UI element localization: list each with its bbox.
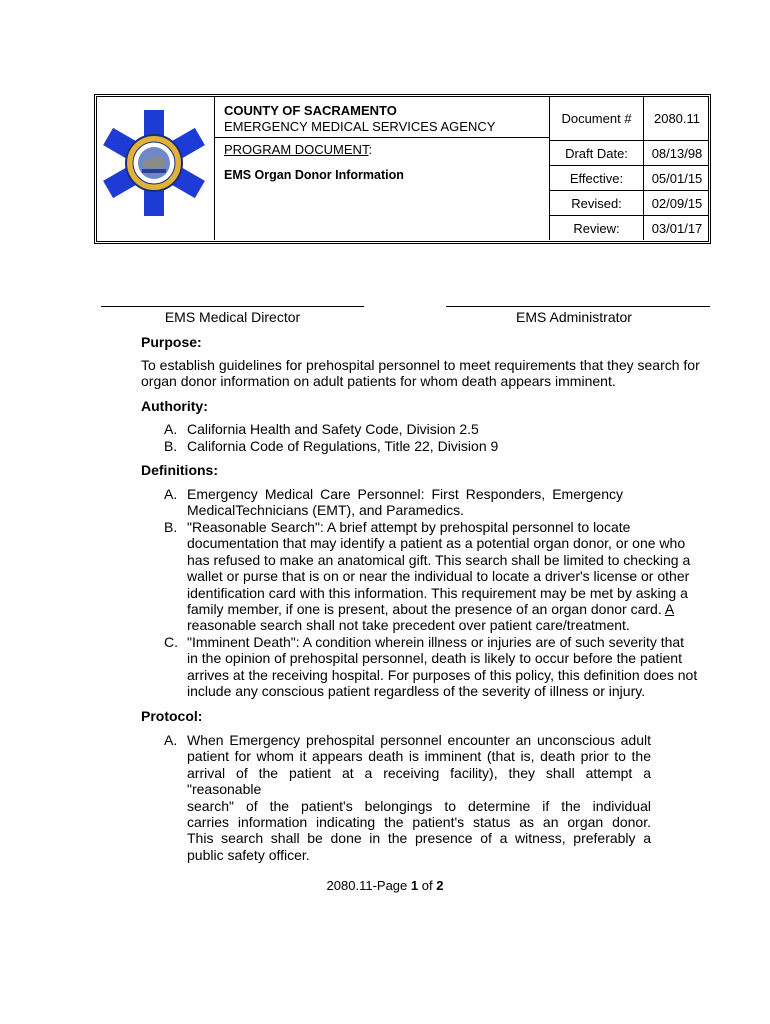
footer-page-number: 1: [410, 878, 419, 893]
doc-type: PROGRAM DOCUMENT: [224, 142, 369, 157]
definition-c: [187, 634, 707, 700]
text-line: To establish guidelines for prehospital personnel to meet requirements that they search for: [141, 357, 700, 373]
county-name: COUNTY OF SACRAMENTO: [224, 103, 397, 118]
logo-cell: [96, 96, 215, 240]
program-document-label: [224, 142, 372, 158]
text-line: in the opinion of prehospital personnel, death is likely to occur before the patient: [187, 650, 682, 667]
table-label: Review:: [573, 220, 620, 236]
text-line: This search shall be done in the presence of a witness, preferably a: [187, 830, 651, 847]
doc-type-colon: :: [368, 142, 373, 157]
text-line: MedicalTechnicians (EMT), and Paramedics.: [187, 502, 464, 519]
text-line: documentation that may identify a patient as a potential organ donor, or one who: [187, 535, 686, 552]
table-value: 03/01/17: [643, 216, 710, 240]
header-center-cell: [215, 96, 550, 240]
text-line: search" of the patient's belongings to determine if the individual: [187, 797, 651, 814]
signature-medical-director: EMS Medical Director: [164, 309, 301, 325]
purpose-text: [141, 357, 711, 390]
list-letter: B.: [164, 519, 178, 535]
table-label: Revised:: [571, 195, 622, 211]
text-line: carries information indicating the patient's status as an organ donor.: [187, 814, 651, 831]
page-footer: [0, 878, 770, 893]
signature-administrator: EMS Administrator: [516, 309, 632, 325]
list-letter: A.: [164, 421, 178, 437]
text-line: include any conscious patient regardless of the severity of illness or injury.: [187, 683, 646, 700]
text-line: has refused to make an anatomical gift. This search shall be limited to checking a: [187, 551, 691, 568]
text-line: public safety officer.: [187, 846, 310, 863]
text-line: "Imminent Death": A condition wherein illness or injuries are of such severity that: [187, 634, 685, 650]
list-letter: A.: [164, 732, 178, 748]
text-line: "Reasonable Search": A brief attempt by prehospital personnel to locate: [187, 519, 631, 535]
agency-name: EMERGENCY MEDICAL SERVICES AGENCY: [224, 119, 496, 134]
table-label: Draft Date:: [565, 145, 628, 161]
footer-prefix: 2080.11-Page: [326, 878, 411, 893]
authority-item: California Health and Safety Code, Division 2.5: [187, 421, 479, 437]
protocol-a: [187, 732, 651, 863]
document-info-table: [549, 96, 709, 240]
text-fragment: family member, if one is present, about the presence of an organ donor card.: [187, 601, 662, 618]
text-line: wallet or purse that is on or near the individual to locate a driver's license or other: [187, 568, 690, 585]
text-line: identification card with this information. This requirement may be met by asking a: [187, 584, 688, 601]
table-label: Effective:: [569, 170, 624, 186]
table-label: Document #: [561, 110, 632, 126]
table-value: 05/01/15: [643, 166, 710, 190]
table-row: [549, 96, 709, 140]
text-line: patient for whom it appears death is imminent (that is, death prior to the: [187, 748, 651, 765]
signature-line-left: [101, 306, 364, 307]
table-row: [549, 215, 709, 240]
table-row: [549, 165, 709, 190]
ems-star-of-life-logo: [96, 96, 214, 240]
authority-heading: Authority:: [141, 398, 208, 414]
document-title: EMS Organ Donor Information: [224, 168, 404, 182]
table-value: 02/09/15: [643, 191, 710, 215]
text-line: [187, 601, 702, 617]
table-row: [549, 190, 709, 215]
text-line: arrival of the patient at a receiving facility), they shall attempt a "reasonable: [187, 764, 651, 798]
text-line: organ donor information on adult patients for whom death appears imminent.: [141, 373, 616, 390]
table-value: 2080.11: [643, 96, 710, 140]
list-letter: A.: [164, 486, 178, 502]
list-letter: B.: [164, 438, 178, 454]
protocol-heading: Protocol:: [141, 708, 203, 724]
definitions-heading: Definitions:: [141, 462, 218, 478]
text-line: reasonable search shall not take precedent over patient care/treatment.: [187, 617, 630, 634]
table-row: [549, 140, 709, 165]
header-divider: [215, 137, 550, 138]
table-value: 08/13/98: [643, 141, 710, 165]
text-line: arrives at the receiving hospital. For purposes of this policy, this definition does not: [187, 666, 698, 683]
purpose-heading: Purpose:: [141, 334, 202, 350]
definition-a: [187, 486, 623, 519]
authority-item: California Code of Regulations, Title 22, Division 9: [187, 438, 499, 454]
list-letter: C.: [164, 634, 178, 650]
text-line: Emergency Medical Care Personnel: First Responders, Emergency: [187, 486, 623, 502]
text-line: When Emergency prehospital personnel encounter an unconscious adult: [187, 732, 651, 748]
underlined-letter: A: [664, 601, 675, 618]
definition-b: [187, 519, 702, 634]
signature-line-right: [446, 306, 710, 307]
footer-page-total: 2: [436, 878, 444, 893]
footer-of: of: [418, 878, 437, 893]
